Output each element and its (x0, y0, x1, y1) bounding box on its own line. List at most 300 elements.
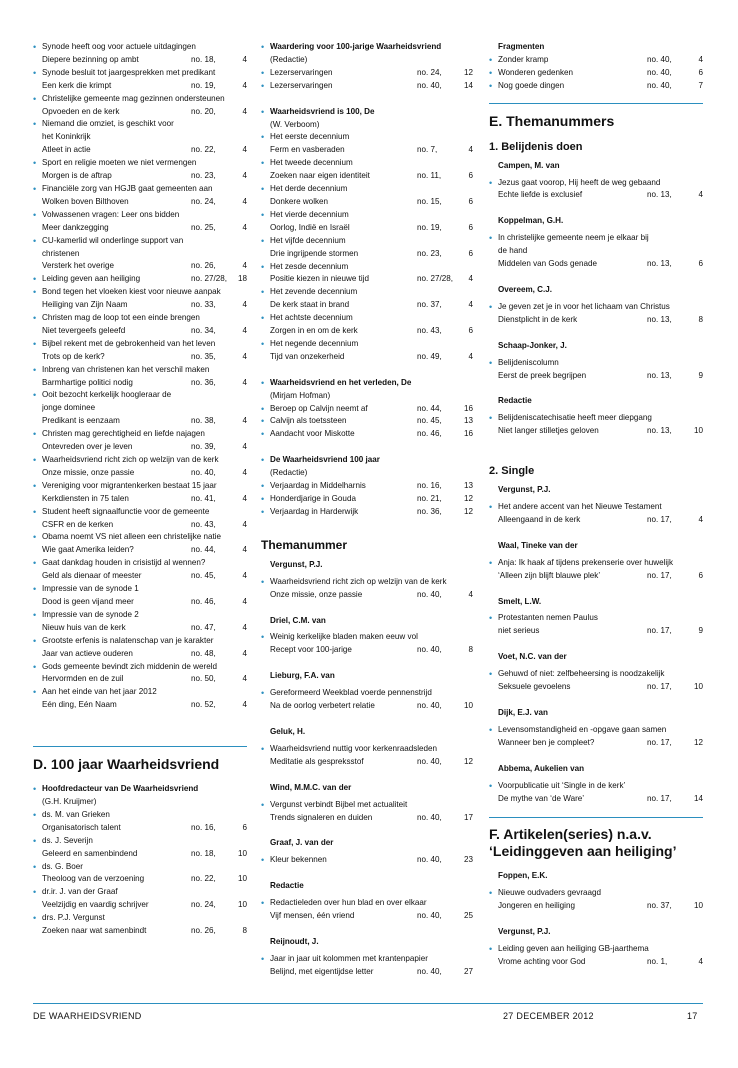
page-number: 4 (242, 145, 247, 155)
bullet-icon: • (33, 835, 37, 846)
page-number: 10 (237, 900, 247, 910)
entry-subtitle-line: Het negende decennium (270, 338, 359, 348)
bullet-icon: • (33, 635, 37, 646)
entry-title: Calvijn als toetssteen (270, 416, 347, 426)
issue-number: no. 24, (191, 900, 216, 910)
page-number: 6 (698, 570, 703, 580)
section-f-heading (489, 817, 703, 860)
issue-number: no. 45, (417, 416, 442, 426)
index-entry (33, 286, 247, 312)
index-entry (261, 312, 473, 338)
entry-subtitle-line: Anja: Ik haak af tijdens prekenserie over huwelijk (498, 557, 674, 567)
entry-title-row (42, 377, 247, 390)
column-right (489, 41, 703, 969)
entry-groups-centenary (261, 41, 473, 519)
entry-title-row (270, 80, 473, 93)
entry-title: De kerk staat in brand (270, 300, 350, 310)
bullet-icon: • (261, 80, 265, 91)
issue-number: no. 17, (647, 793, 672, 803)
entry-subtitle-line: (W. Verboom) (270, 119, 320, 129)
index-entry (33, 480, 247, 506)
bullet-icon: • (33, 887, 37, 898)
entry-title-row (42, 222, 247, 235)
bullet-icon: • (33, 274, 37, 285)
issue-number: no. 37, (417, 300, 442, 310)
index-entry (261, 953, 473, 979)
issue-number: no. 41, (191, 493, 216, 503)
issue-number: no. 40, (191, 467, 216, 477)
page-number: 6 (468, 171, 473, 181)
entry-subtitle-line: Obama noemt VS niet alleen een christelijke natie (42, 532, 222, 542)
entry-title-row (270, 644, 473, 657)
page-number: 8 (242, 926, 247, 936)
index-entry (33, 835, 247, 861)
index-entry (489, 780, 703, 806)
index-entry (33, 886, 247, 912)
entry-title-row (42, 596, 247, 609)
issue-number: no. 13, (647, 426, 672, 436)
index-entry (33, 506, 247, 532)
bullet-icon: • (33, 913, 37, 924)
page-number: 4 (242, 596, 247, 606)
page-number: 4 (242, 700, 247, 710)
bullet-icon: • (261, 416, 265, 427)
entry-subtitle-line: Het vierde decennium (270, 209, 349, 219)
entry-title-row (498, 681, 703, 694)
index-entry (489, 357, 703, 383)
belijdenis-heading: 1. Belijdenis doen (489, 140, 583, 153)
entry-author: Smelt, L.W. (498, 596, 542, 606)
entry-title: Alleengaand in de kerk (498, 514, 581, 524)
entry-subtitle-line: Jezus gaat voorop, Hij heeft de weg gebaand (498, 177, 661, 187)
entry-author: Lieburg, F.A. van (270, 671, 335, 681)
issue-number: no. 44, (417, 403, 442, 413)
entry-title-row (498, 67, 703, 80)
bullet-icon: • (261, 403, 265, 414)
page-number: 6 (698, 259, 703, 269)
page-number: 4 (242, 519, 247, 529)
bullet-icon: • (33, 338, 37, 349)
index-entry (489, 724, 703, 750)
index-entry (261, 157, 473, 183)
issue-number: no. 15, (417, 196, 442, 206)
page-number: 4 (242, 674, 247, 684)
issue-number: no. 50, (191, 674, 216, 684)
entry-subtitle-line: Je geven zet je in voor het lichaam van Christus (498, 301, 670, 311)
page-number: 4 (468, 145, 473, 155)
bullet-icon: • (261, 953, 265, 964)
page-number: 9 (698, 626, 703, 636)
bullet-icon: • (261, 576, 265, 587)
bullet-icon: • (33, 67, 37, 78)
entry-title: Eén ding, Eén Naam (42, 700, 117, 710)
entry-subtitle-line: Het zevende decennium (270, 287, 358, 297)
index-entry (489, 668, 703, 694)
entry-title: Een kerk die krimpt (42, 80, 112, 90)
index-entry (489, 412, 703, 438)
page-number: 4 (242, 648, 247, 658)
page-number: 4 (242, 171, 247, 181)
index-entry (261, 209, 473, 235)
entry-title-row (42, 493, 247, 506)
entry-title: Beroep op Calvijn neemt af (270, 403, 368, 413)
entry-title-row (498, 737, 703, 750)
bullet-icon: • (33, 429, 37, 440)
footer-page-number: 17 (687, 1011, 698, 1021)
entry-title: Meditatie als gespreksstof (270, 756, 364, 766)
entry-title-row (270, 966, 473, 979)
section-f-list (489, 870, 703, 968)
index-entry (33, 273, 247, 286)
entry-title: Lezerservaringen (270, 80, 333, 90)
bullet-icon: • (261, 377, 265, 388)
entry-title-row (42, 925, 247, 938)
entry-title-row (498, 900, 703, 913)
bullet-icon: • (261, 481, 265, 492)
page-number: 12 (463, 67, 473, 77)
entry-subtitle-line: Niemand die omziet, is geschikt voor (42, 119, 174, 129)
page-number: 10 (693, 426, 703, 436)
entry-title-row (270, 910, 473, 923)
entry-title-row (42, 519, 247, 532)
column-middle (261, 41, 473, 979)
entry-subtitle-line: Impressie van de synode 1 (42, 584, 139, 594)
issue-number: no. 1, (647, 956, 668, 966)
index-entry (33, 912, 247, 938)
entry-title: Verjaardag in Middelharnis (270, 481, 366, 491)
page-number: 4 (242, 416, 247, 426)
page-number: 6 (242, 822, 247, 832)
entry-title: Ferm en vasberaden (270, 145, 345, 155)
index-entry (261, 631, 473, 657)
issue-number: no. 20, (191, 106, 216, 116)
entry-subtitle-line: het Koninkrijk (42, 132, 91, 142)
entry-title-row (270, 351, 473, 364)
bullet-icon: • (489, 613, 493, 624)
page-number: 14 (693, 793, 703, 803)
entry-subtitle-line: Het achtste decennium (270, 313, 353, 323)
index-entry (33, 609, 247, 635)
bullet-icon: • (33, 661, 37, 672)
entry-title: Seksuele gevoelens (498, 682, 571, 692)
entry-author: Campen, M. van (498, 160, 560, 170)
issue-number: no. 33, (191, 300, 216, 310)
bullet-icon: • (489, 888, 493, 899)
entry-title-row (270, 248, 473, 261)
index-entry (33, 686, 247, 712)
entry-title: Zonder kramp (498, 54, 549, 64)
entry-title-row (42, 873, 247, 886)
page-number: 4 (242, 442, 247, 452)
page-number: 8 (698, 314, 703, 324)
page-number: 13 (463, 481, 473, 491)
entry-author: Redactie (498, 396, 532, 406)
issue-number: no. 46, (417, 429, 442, 439)
bullet-icon: • (33, 390, 37, 401)
issue-number: no. 40, (417, 80, 442, 90)
entry-title-row (42, 80, 247, 93)
issue-number: no. 16, (191, 822, 216, 832)
issue-number: no. 16, (417, 481, 442, 491)
entry-title: Vrome achting voor God (498, 956, 586, 966)
index-entry (261, 506, 473, 519)
entry-subtitle-line: (G.H. Kruijmer) (42, 797, 97, 807)
issue-number: no. 19, (417, 222, 442, 232)
themanummer-list (261, 559, 473, 979)
footer-publication: DE WAARHEIDSVRIEND (33, 1011, 142, 1021)
issue-number: no. 47, (191, 622, 216, 632)
index-entry (489, 943, 703, 969)
page-number: 4 (468, 589, 473, 599)
page-number: 12 (463, 506, 473, 516)
entry-subtitle-line: Sport en religie moeten we niet vermengen (42, 158, 197, 168)
entry-list-main (33, 41, 247, 712)
entry-subtitle-line: Het eerste decennium (270, 132, 350, 142)
page-number: 4 (468, 351, 473, 361)
entry-subtitle-line: dr.ir. J. van der Graaf (42, 887, 118, 897)
index-entry (261, 493, 473, 506)
page-number: 6 (468, 326, 473, 336)
page-number: 4 (242, 467, 247, 477)
issue-number: no. 17, (647, 626, 672, 636)
entry-subtitle-line: jonge dominee (42, 403, 96, 413)
issue-number: no. 34, (191, 325, 216, 335)
index-entry (261, 183, 473, 209)
issue-number: no. 17, (647, 737, 672, 747)
issue-number: no. 17, (647, 514, 672, 524)
bullet-icon: • (261, 209, 265, 220)
page-number: 7 (698, 80, 703, 90)
entry-title: Versterk het overige (42, 261, 114, 271)
single-list (489, 484, 703, 805)
bullet-icon: • (261, 235, 265, 246)
bullet-icon: • (33, 158, 37, 169)
page-number: 10 (463, 701, 473, 711)
entry-title: Hervormden en de zuil (42, 674, 124, 684)
entry-subtitle-line: Aan het einde van het jaar 2012 (42, 687, 157, 697)
bullet-icon: • (489, 67, 493, 78)
entry-title: Onze missie, onze passie (270, 589, 363, 599)
bullet-icon: • (489, 780, 493, 791)
entry-title-row (42, 544, 247, 557)
entry-title: Recept voor 100-jarige (270, 645, 352, 655)
entry-title: Ontevreden over je leven (42, 442, 133, 452)
page-number: 4 (468, 274, 473, 284)
entry-author: Vergunst, P.J. (498, 927, 551, 937)
issue-number: no. 40, (417, 966, 442, 976)
entry-subtitle-line: Gereformeerd Weekblad voerde pennenstrijd (270, 688, 432, 698)
page-number: 4 (242, 493, 247, 503)
entry-title-row (42, 351, 247, 364)
index-entry (33, 454, 247, 480)
bullet-icon: • (33, 313, 37, 324)
entry-title-row (498, 956, 703, 969)
page-number: 4 (242, 54, 247, 64)
issue-number: no. 48, (191, 648, 216, 658)
page-number: 9 (698, 370, 703, 380)
index-entry (33, 531, 247, 557)
index-entry (33, 183, 247, 209)
entry-author: Voet, N.C. van der (498, 652, 567, 662)
entry-subtitle-line: Het zesde decennium (270, 261, 349, 271)
section-d-heading: D. 100 jaar Waarheidsvriend (33, 746, 247, 773)
entry-subtitle-line: Weinig kerkelijke bladen maken eeuw vol (270, 632, 418, 642)
bullet-icon: • (261, 184, 265, 195)
index-entry (33, 809, 247, 835)
index-entry (261, 576, 473, 602)
entry-title-row (42, 144, 247, 157)
single-heading: 2. Single (489, 465, 535, 478)
issue-number: no. 40, (417, 645, 442, 655)
entry-title-row (42, 622, 247, 635)
page-number: 4 (242, 300, 247, 310)
entry-title-row (42, 170, 247, 183)
page-number: 17 (463, 812, 473, 822)
page-number: 4 (698, 514, 703, 524)
issue-number: no. 13, (647, 370, 672, 380)
page-number: 6 (698, 67, 703, 77)
issue-number: no. 24, (191, 196, 216, 206)
entry-subtitle-line: Vergunst verbindt Bijbel met actualiteit (270, 799, 408, 809)
entry-author: Overeem, C.J. (498, 284, 552, 294)
index-entry (33, 93, 247, 119)
entry-title: Trends signaleren en duiden (270, 812, 373, 822)
index-entry (33, 783, 247, 809)
index-entry (261, 338, 473, 364)
issue-number: no. 22, (191, 145, 216, 155)
entry-author: Graaf, J. van der (270, 838, 334, 848)
entry-title-row (270, 144, 473, 157)
entry-subtitle-line: Waardering voor 100-jarige Waarheidsvriend (270, 42, 442, 51)
index-entry (261, 286, 473, 312)
issue-number: no. 49, (417, 351, 442, 361)
index-entry (261, 428, 473, 441)
entry-title: Tijd van onzekerheid (270, 351, 345, 361)
issue-number: no. 18, (191, 54, 216, 64)
page-number: 10 (693, 901, 703, 911)
entry-subtitle-line: Belijdeniscatechisatie heeft meer diepgang (498, 413, 652, 423)
bullet-icon: • (33, 455, 37, 465)
index-entry (261, 131, 473, 157)
entry-title: Theoloog van de verzoening (42, 874, 145, 884)
entry-title: Wanneer ben je compleet? (498, 737, 595, 747)
entry-title-row (270, 170, 473, 183)
issue-number: no. 23, (417, 248, 442, 258)
page-number: 4 (242, 261, 247, 271)
issue-number: no. 43, (417, 326, 442, 336)
entry-subtitle-line: Volwassenen vragen: Leer ons bidden (42, 209, 180, 219)
entry-title-row (42, 196, 247, 209)
entry-title-row (42, 106, 247, 119)
page-number: 6 (468, 196, 473, 206)
bullet-icon: • (261, 132, 265, 143)
entry-title-row (270, 493, 473, 506)
entry-title: Verjaardag in Harderwijk (270, 506, 359, 516)
entry-title: Heiliging van Zijn Naam (42, 300, 128, 310)
index-entry (33, 861, 247, 887)
page-number: 16 (463, 403, 473, 413)
section-f-heading-line2: ‘Leidinggeven aan heiliging’ (489, 843, 677, 860)
issue-number: no. 40, (417, 911, 442, 921)
issue-number: no. 18, (191, 848, 216, 858)
page-number: 6 (468, 222, 473, 232)
entry-subtitle-line: Het andere accent van het Nieuwe Testament (498, 502, 662, 512)
issue-number: no. 17, (647, 570, 672, 580)
entry-title-row (42, 415, 247, 428)
section-f-heading-line1: F. Artikelen(series) n.a.v. (489, 826, 652, 843)
entry-subtitle-line: ds. M. van Grieken (42, 809, 110, 819)
index-entry (261, 235, 473, 261)
entry-title-row (270, 506, 473, 519)
entry-title: Morgen is de aftrap (42, 171, 112, 181)
entry-title-row (270, 273, 473, 286)
entry-title-row (42, 441, 247, 454)
entry-title: Atleet in actie (42, 145, 91, 155)
entry-title-row (42, 570, 247, 583)
entry-title: Kleur bekennen (270, 855, 327, 865)
issue-number: no. 22, (191, 874, 216, 884)
bullet-icon: • (489, 177, 493, 188)
entry-subtitle-line: Bond tegen het vloeken kiest voor nieuwe aanpak (42, 287, 221, 297)
issue-number: no. 39, (191, 442, 216, 452)
index-entry (489, 301, 703, 327)
page-number: 4 (242, 351, 247, 361)
entry-title: Geleerd en samenbindend (42, 848, 138, 858)
issue-number: no. 27/28, (417, 274, 454, 284)
belijdenis-list (489, 160, 703, 439)
entry-subtitle-line: Christen mag de loop tot een einde brengen (42, 313, 200, 323)
index-entry (33, 118, 247, 157)
index-entry (489, 54, 703, 67)
index-entry (33, 312, 247, 338)
bullet-icon: • (33, 119, 37, 130)
bullet-icon: • (261, 429, 265, 440)
bullet-icon: • (489, 301, 493, 312)
entry-author: Schaap-Jonker, J. (498, 340, 567, 350)
issue-number: no. 26, (191, 926, 216, 936)
index-entry (33, 67, 247, 93)
entry-subtitle-line: Het derde decennium (270, 184, 348, 194)
issue-number: no. 46, (191, 596, 216, 606)
entry-subtitle-line: Gods gemeente bevindt zich middenin de wereld (42, 661, 218, 671)
index-entry (33, 583, 247, 609)
column-left (33, 41, 247, 938)
page-number: 4 (242, 571, 247, 581)
page-number: 4 (242, 377, 247, 387)
issue-number: no. 17, (647, 682, 672, 692)
issue-number: no. 43, (191, 519, 216, 529)
issue-number: no. 13, (647, 190, 672, 200)
index-entry (261, 454, 473, 480)
index-entry (261, 480, 473, 493)
entry-title-row (270, 700, 473, 713)
page-number: 10 (693, 682, 703, 692)
entry-title-row (42, 822, 247, 835)
index-entry (33, 235, 247, 274)
entry-title-row (270, 196, 473, 209)
page-number: 8 (468, 645, 473, 655)
entry-title-row (42, 699, 247, 712)
issue-number: no. 13, (647, 314, 672, 324)
entry-title: Opvoeden en de kerk (42, 106, 120, 116)
entry-title-row (42, 54, 247, 67)
page-number: 6 (468, 248, 473, 258)
bullet-icon: • (489, 54, 493, 65)
index-entry (33, 557, 247, 583)
issue-number: no. 35, (191, 351, 216, 361)
entry-subtitle-line: Grootste erfenis is nalatenschap van je karakter (42, 635, 214, 645)
entry-title-row (42, 848, 247, 861)
